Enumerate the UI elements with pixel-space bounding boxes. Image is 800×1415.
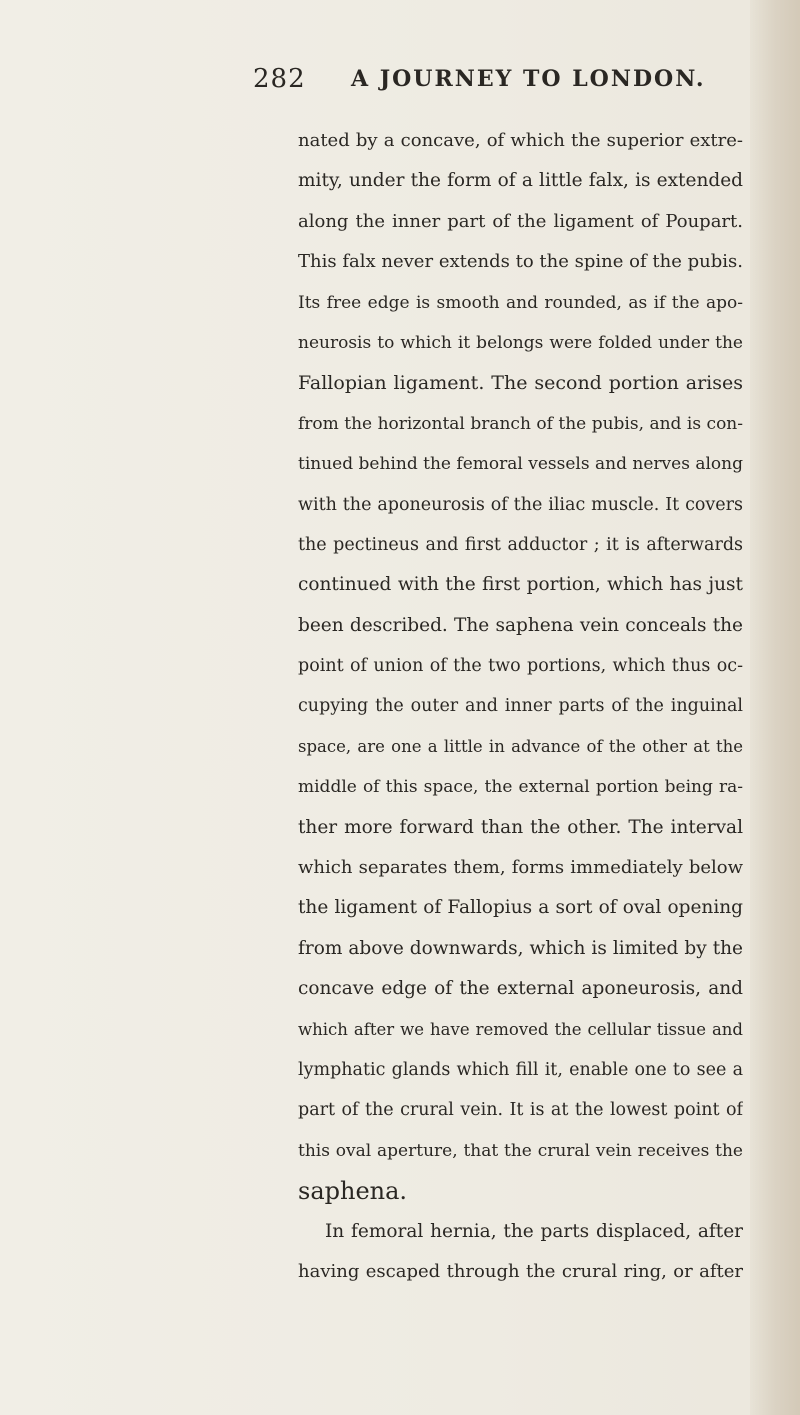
text-line: continued with the first portion, which has just [298, 574, 743, 596]
text-line: the pectineus and first adductor ; it is afterwards [298, 534, 743, 555]
text-line: ther more forward than the other. The interval [298, 816, 743, 838]
text-line: neurosis to which it belongs were folded under the [298, 332, 743, 353]
text-line: space, are one a little in advance of the other at the [298, 736, 743, 756]
page-edge [750, 0, 800, 1415]
text-line: Fallopian ligament. The second portion arises [298, 372, 743, 395]
text-line: been described. The saphena vein conceals the [298, 614, 743, 636]
text-line: Its free edge is smooth and rounded, as if the apo- [298, 292, 743, 313]
text-line: mity, under the form of a little falx, is extended [298, 170, 743, 192]
text-line: part of the crural vein. It is at the lowest point of [298, 1100, 743, 1121]
text-line: with the aponeurosis of the iliac muscle. It covers [298, 494, 743, 515]
text-line: concave edge of the external aponeurosis, and [298, 978, 743, 1000]
page-number: 282 [253, 64, 306, 94]
text-line: point of union of the two portions, which thus oc- [298, 656, 743, 677]
text-line: this oval aperture, that the crural vein receives the [298, 1140, 743, 1161]
text-line: which after we have removed the cellular tissue and [298, 1019, 743, 1039]
text-line: middle of this space, the external portion being ra- [298, 777, 743, 798]
paragraph-end-line: saphena. [298, 1177, 408, 1206]
text-line: along the inner part of the ligament of Poupart. [298, 210, 743, 232]
text-line: from above downwards, which is limited by the [298, 937, 743, 959]
text-line: which separates them, forms immediately below [298, 857, 743, 879]
text-line: cupying the outer and inner parts of the inguinal [298, 696, 743, 717]
running-head [253, 64, 773, 104]
text-line: the ligament of Fallopius a sort of oval opening [298, 897, 743, 919]
text-line: This falx never extends to the spine of the pubis. [298, 251, 743, 273]
text-line: lymphatic glands which fill it, enable one to see a [298, 1059, 743, 1080]
text-line: from the horizontal branch of the pubis, and is con- [298, 413, 743, 434]
body-text [298, 121, 743, 1292]
paragraph-start-line: In femoral hernia, the parts displaced, after [325, 1220, 743, 1242]
text-line: tinued behind the femoral vessels and nerves along [298, 454, 743, 475]
running-title: A JOURNEY TO LONDON. [351, 66, 706, 92]
text-line: nated by a concave, of which the superior extre- [298, 130, 743, 151]
text-line: having escaped through the crural ring, or after [298, 1260, 743, 1282]
